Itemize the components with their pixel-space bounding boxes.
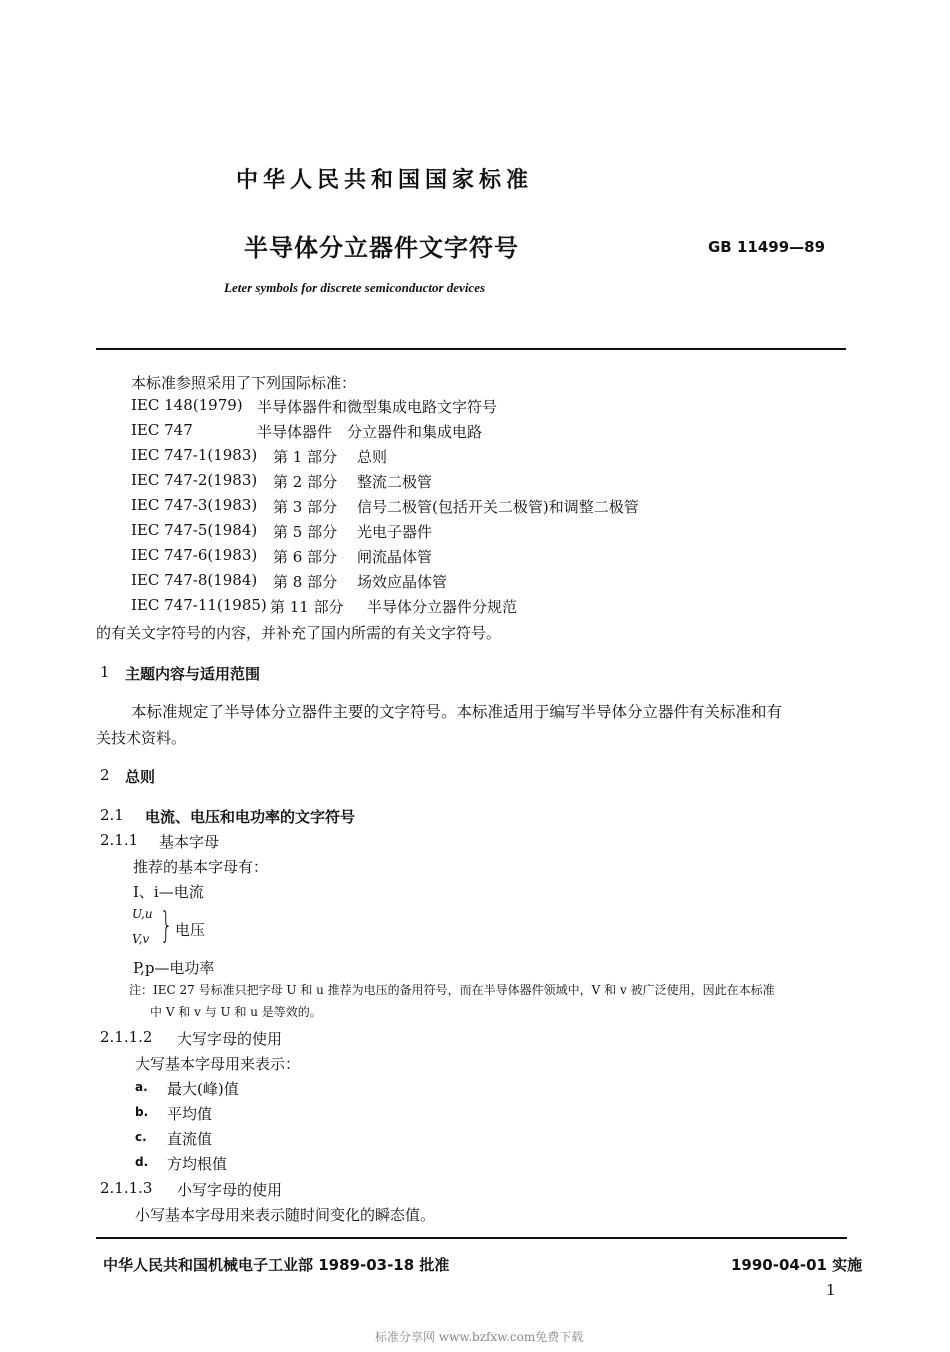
national-standard-heading: 中华人民共和国国家标准 <box>236 168 534 193</box>
voltage-label: 电压 <box>175 921 206 939</box>
reference-code: IEC 747-5(1984) <box>131 521 258 539</box>
reference-code: IEC 148(1979) <box>131 396 243 414</box>
reference-code: IEC 747-3(1983) <box>131 496 258 514</box>
reference-part: 第 2 部分 <box>273 473 338 491</box>
reference-part: 第 8 部分 <box>273 573 338 591</box>
list-marker: d. <box>135 1155 149 1169</box>
right-brace: } <box>160 905 173 946</box>
reference-title: 总则 <box>357 448 388 466</box>
reference-part: 第 6 部分 <box>273 548 338 566</box>
subsection-lead: 推荐的基本字母有： <box>133 858 269 876</box>
intro-closing: 的有关文字符号的内容，并补充了国内所需的有关文字符号。 <box>96 624 502 642</box>
reference-part: 第 5 部分 <box>273 523 338 541</box>
reference-part: 第 1 部分 <box>273 448 338 466</box>
list-item: 方均根值 <box>167 1155 228 1173</box>
reference-code: IEC 747-6(1983) <box>131 546 258 564</box>
voltage-symbol-v: V,v <box>132 932 150 946</box>
implementation-date: 1990-04-01 实施 <box>731 1256 863 1274</box>
intro-lead: 本标准参照采用了下列国际标准： <box>131 374 357 392</box>
subsection-number: 2.1 <box>100 806 124 824</box>
reference-code: IEC 747-1(1983) <box>131 446 258 464</box>
reference-title: 半导体器件 分立器件和集成电路 <box>257 423 483 441</box>
english-title: Leter symbols for discrete semiconductor devices <box>224 280 486 295</box>
note: 注：IEC 27 号标准只把字母 U 和 u 推荐为电压的备用符号，而在半导体器件领域中，V 和 v 被广泛使用，因此在本标准 <box>129 983 775 997</box>
reference-code: IEC 747-8(1984) <box>131 571 258 589</box>
section-number: 1 <box>100 663 110 681</box>
header-divider <box>96 348 846 350</box>
approval-line: 中华人民共和国机械电子工业部 1989-03-18 批准 <box>103 1256 450 1274</box>
subsection-heading: 小写字母的使用 <box>177 1181 283 1199</box>
subsection-body: 小写基本字母用来表示随时间变化的瞬态值。 <box>135 1206 436 1224</box>
reference-title: 信号二极管(包括开关二极管)和调整二极管 <box>357 498 639 516</box>
reference-code: IEC 747-11(1985) <box>131 596 267 614</box>
reference-code: IEC 747-2(1983) <box>131 471 258 489</box>
list-item: 直流值 <box>167 1130 213 1148</box>
reference-title: 半导体分立器件分规范 <box>367 598 518 616</box>
reference-part: 第 3 部分 <box>273 498 338 516</box>
section-heading: 主题内容与适用范围 <box>125 665 261 683</box>
power-symbol: P,p—电功率 <box>133 959 215 977</box>
list-marker: a. <box>135 1080 148 1094</box>
standard-number: GB 11499—89 <box>708 238 826 256</box>
section-heading: 总则 <box>125 768 156 786</box>
reference-title: 整流二极管 <box>357 473 433 491</box>
section-body: 关技术资料。 <box>96 729 187 747</box>
note: 中 V 和 v 与 U 和 u 是等效的。 <box>150 1005 322 1019</box>
list-item: 平均值 <box>167 1105 213 1123</box>
list-marker: c. <box>135 1130 147 1144</box>
reference-part: 第 11 部分 <box>270 598 344 616</box>
reference-title: 闸流晶体管 <box>357 548 433 566</box>
voltage-symbol-u: U,u <box>132 907 153 921</box>
watermark: 标准分享网 www.bzfxw.com免费下载 <box>375 1330 584 1344</box>
subsection-heading: 基本字母 <box>159 833 220 851</box>
subsection-number: 2.1.1.3 <box>100 1179 153 1197</box>
subsection-number: 2.1.1 <box>100 831 139 849</box>
subsection-number: 2.1.1.2 <box>100 1028 153 1046</box>
subsection-heading: 电流、电压和电功率的文字符号 <box>145 808 356 826</box>
reference-title: 半导体器件和微型集成电路文字符号 <box>257 398 498 416</box>
document-title: 半导体分立器件文字符号 <box>244 234 519 262</box>
subsection-lead: 大写基本字母用来表示： <box>135 1055 301 1073</box>
page-number: 1 <box>826 1281 836 1299</box>
section-body: 本标准规定了半导体分立器件主要的文字符号。本标准适用于编写半导体分立器件有关标准和有 <box>131 703 783 721</box>
list-item: 最大(峰)值 <box>167 1080 239 1098</box>
section-number: 2 <box>100 766 110 784</box>
list-marker: b. <box>135 1105 149 1119</box>
footer-divider <box>96 1237 847 1239</box>
subsection-heading: 大写字母的使用 <box>177 1030 283 1048</box>
current-symbol: I、i—电流 <box>133 883 204 901</box>
reference-code: IEC 747 <box>131 421 193 439</box>
reference-title: 场效应晶体管 <box>357 573 448 591</box>
reference-title: 光电子器件 <box>357 523 433 541</box>
